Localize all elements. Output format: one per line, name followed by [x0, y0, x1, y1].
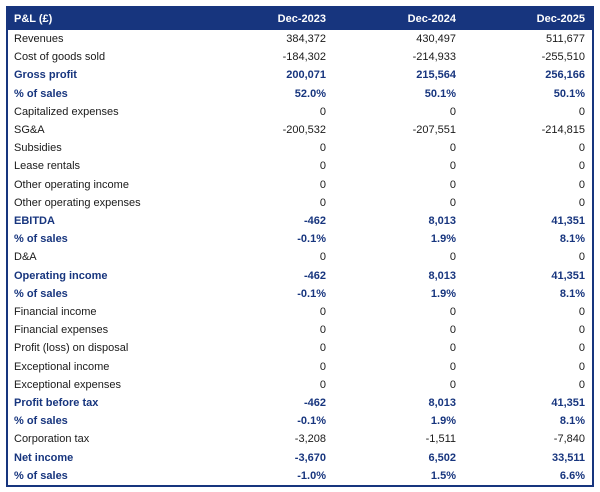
row-label: Other operating expenses: [14, 196, 141, 209]
row-value: -1,511: [425, 433, 456, 446]
table-row: [7, 339, 593, 357]
row-value: 0: [449, 142, 456, 155]
row-value: 8,013: [428, 215, 456, 228]
row-value: 0: [319, 142, 326, 155]
table-row: [7, 176, 593, 194]
row-value: -462: [303, 215, 326, 228]
table-row: [7, 48, 593, 66]
row-label: Net income: [14, 451, 74, 464]
row-value: 52.0%: [294, 87, 326, 100]
row-value: 0: [578, 196, 585, 209]
row-label: SG&A: [14, 124, 45, 137]
row-value: 8.1%: [559, 233, 585, 246]
table-row: [7, 449, 593, 467]
row-value: 0: [449, 160, 456, 173]
row-value: 1.9%: [430, 415, 456, 428]
table-row: [7, 139, 593, 157]
row-value: 0: [449, 324, 456, 337]
row-value: 430,497: [416, 33, 456, 45]
row-label: Corporation tax: [14, 433, 90, 446]
row-value: 0: [319, 251, 326, 264]
row-value: 215,564: [416, 69, 456, 82]
row-label: D&A: [14, 251, 37, 264]
row-value: 1.9%: [430, 287, 456, 300]
row-label: % of sales: [14, 469, 68, 482]
row-label: % of sales: [14, 287, 68, 300]
table-row: [7, 467, 593, 486]
header-col-dec-2023: Dec-2023: [203, 7, 333, 30]
table-row: [7, 248, 593, 266]
row-label: Capitalized expenses: [14, 105, 119, 118]
row-value: 0: [449, 251, 456, 264]
table-row: [7, 212, 593, 230]
row-value: 50.1%: [424, 87, 456, 100]
row-value: -255,510: [541, 51, 585, 64]
row-value: -207,551: [412, 124, 456, 137]
table-row: [7, 321, 593, 339]
row-label: Gross profit: [14, 69, 77, 82]
row-value: 8,013: [428, 269, 456, 282]
table-header: [7, 7, 593, 30]
row-value: 0: [319, 105, 326, 118]
row-value: 0: [449, 196, 456, 209]
table-body: [7, 30, 593, 486]
row-value: 41,351: [551, 269, 585, 282]
row-value: 0: [319, 378, 326, 391]
row-value: 0: [319, 178, 326, 191]
row-value: 0: [319, 360, 326, 373]
row-label: Revenues: [14, 33, 64, 45]
row-value: -214,933: [412, 51, 456, 64]
row-value: -3,208: [294, 433, 326, 446]
row-value: 0: [578, 360, 585, 373]
table-row: [7, 376, 593, 394]
row-value: 0: [449, 378, 456, 391]
row-value: -0.1%: [297, 415, 326, 428]
row-value: 6.6%: [559, 469, 585, 482]
row-value: 0: [449, 360, 456, 373]
row-value: -214,815: [541, 124, 585, 137]
row-value: 41,351: [551, 397, 585, 410]
row-label: Exceptional income: [14, 360, 110, 373]
row-value: -1.0%: [297, 469, 326, 482]
row-label: Lease rentals: [14, 160, 81, 173]
row-value: 200,071: [286, 69, 326, 82]
table-row: [7, 358, 593, 376]
row-label: Profit before tax: [14, 397, 99, 410]
row-value: 511,677: [546, 33, 585, 45]
row-value: 8.1%: [559, 415, 585, 428]
row-value: 0: [578, 160, 585, 173]
table-row: [7, 30, 593, 48]
row-label: Cost of goods sold: [14, 51, 106, 64]
table-row: [7, 103, 593, 121]
row-label: EBITDA: [14, 215, 55, 228]
table-row: [7, 430, 593, 448]
row-label: % of sales: [14, 233, 68, 246]
row-label: Other operating income: [14, 178, 129, 191]
table-row: [7, 66, 593, 84]
row-value: 0: [449, 178, 456, 191]
row-value: 41,351: [551, 215, 585, 228]
row-value: 0: [449, 342, 456, 355]
row-label: % of sales: [14, 87, 68, 100]
header-col-dec-2024: Dec-2024: [333, 7, 463, 30]
row-value: 0: [578, 306, 585, 319]
row-value: 8,013: [428, 397, 456, 410]
row-label: Financial income: [14, 306, 97, 319]
row-value: 0: [319, 324, 326, 337]
table-row: [7, 121, 593, 139]
row-label: % of sales: [14, 415, 68, 428]
row-value: -7,840: [553, 433, 585, 446]
row-value: 0: [319, 342, 326, 355]
pnl-table: [6, 6, 594, 487]
row-value: 0: [578, 324, 585, 337]
row-value: -462: [303, 397, 326, 410]
row-value: -200,532: [282, 124, 326, 137]
table-row: [7, 394, 593, 412]
row-value: 0: [578, 178, 585, 191]
header-row: [7, 7, 593, 30]
row-value: 50.1%: [553, 87, 585, 100]
row-value: -0.1%: [297, 233, 326, 246]
row-value: 0: [449, 306, 456, 319]
row-value: 0: [319, 196, 326, 209]
row-value: 33,511: [551, 451, 585, 464]
row-value: 0: [578, 342, 585, 355]
row-value: -0.1%: [297, 287, 326, 300]
row-value: -3,670: [294, 451, 326, 464]
row-value: -462: [303, 269, 326, 282]
row-value: 384,372: [286, 33, 326, 45]
row-value: 0: [319, 306, 326, 319]
row-value: 8.1%: [559, 287, 585, 300]
row-value: -184,302: [282, 51, 326, 64]
row-label: Exceptional expenses: [14, 378, 122, 391]
row-label: Subsidies: [14, 142, 62, 155]
table-row: [7, 85, 593, 103]
row-value: 0: [449, 105, 456, 118]
table-row: [7, 412, 593, 430]
table-row: [7, 267, 593, 285]
row-value: 1.9%: [430, 233, 456, 246]
row-value: 0: [578, 251, 585, 264]
table-row: [7, 194, 593, 212]
table-row: [7, 303, 593, 321]
table-row: [7, 285, 593, 303]
row-value: 0: [578, 105, 585, 118]
row-label: Financial expenses: [14, 324, 109, 337]
row-value: 0: [319, 160, 326, 173]
row-label: Profit (loss) on disposal: [14, 342, 129, 355]
row-value: 0: [578, 378, 585, 391]
table-row: [7, 230, 593, 248]
row-value: 256,166: [545, 69, 585, 82]
header-title: P&L (£): [7, 7, 203, 30]
row-value: 0: [578, 142, 585, 155]
header-col-dec-2025: Dec-2025: [463, 7, 593, 30]
row-value: 6,502: [428, 451, 456, 464]
row-label: Operating income: [14, 269, 108, 282]
table-row: [7, 157, 593, 175]
row-value: 1.5%: [430, 469, 456, 482]
